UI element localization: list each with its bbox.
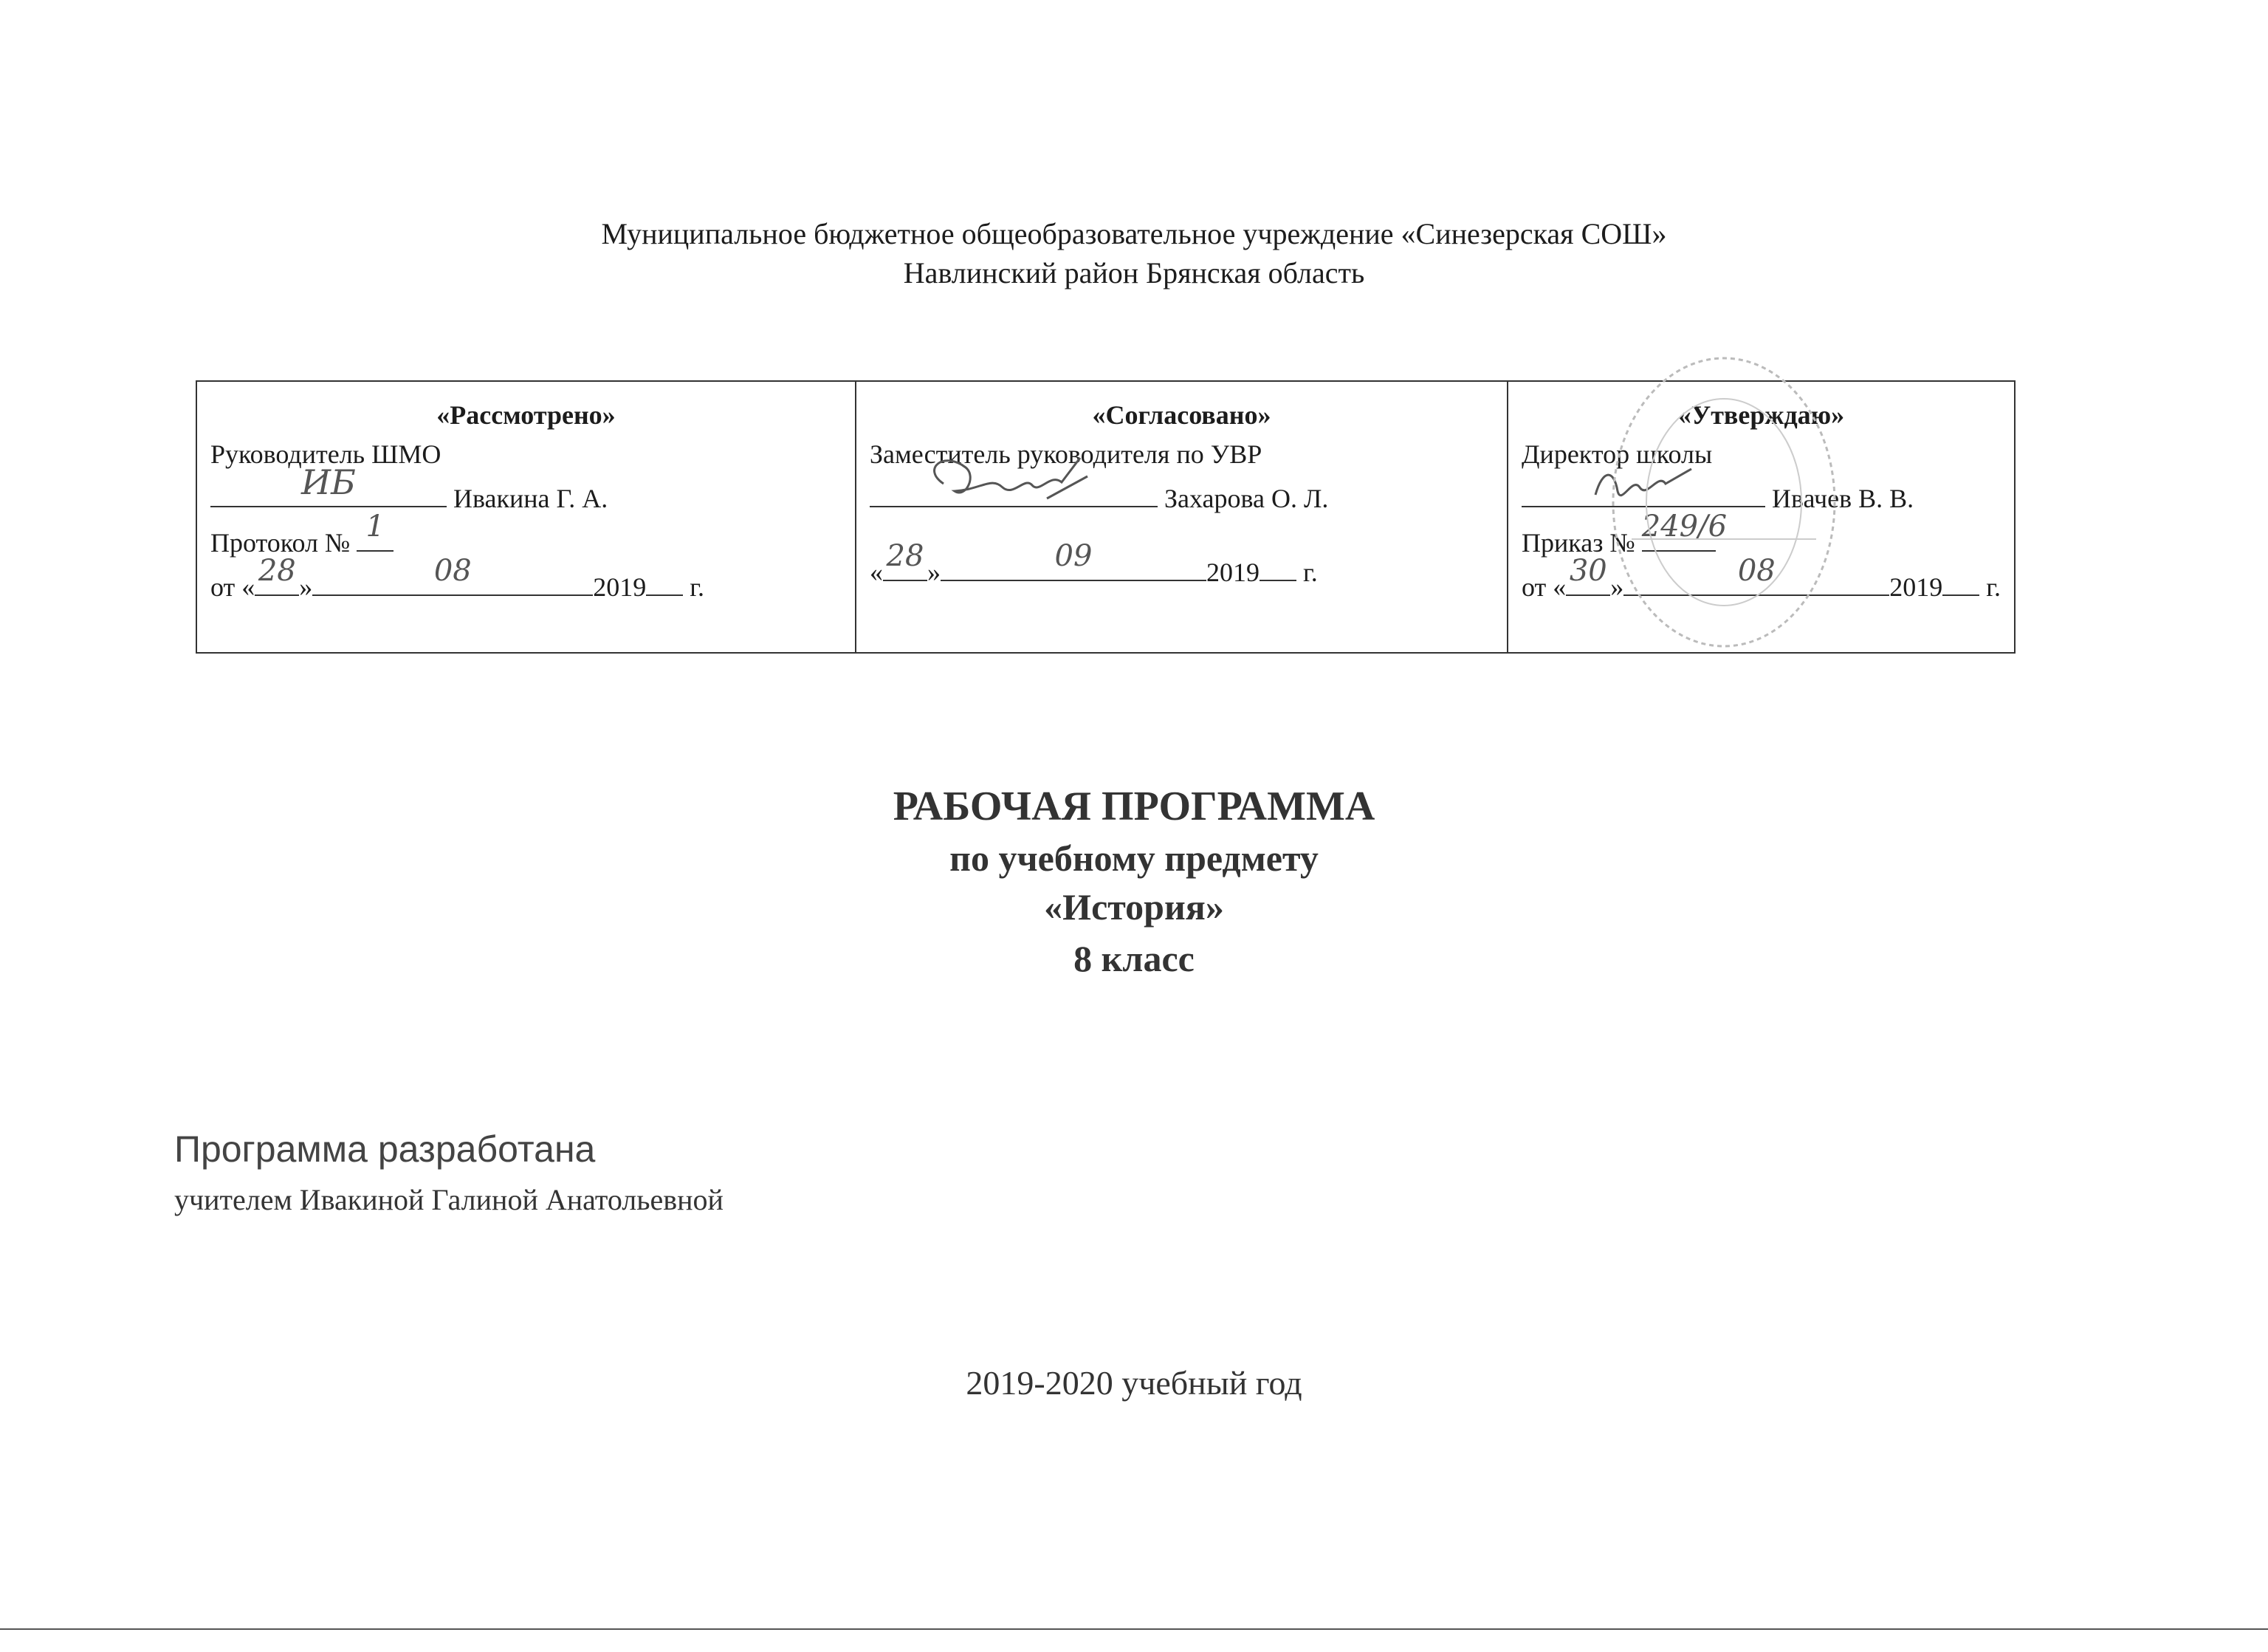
approval-agreed: «Согласовано» Заместитель руководителя по УВР Захарова О. Л. « 28 » 09 2019 г. [856, 382, 1508, 652]
doc-title: РАБОЧАЯ ПРОГРАММА [893, 784, 1375, 829]
approval-name: Ивачев В. В. [1772, 484, 1914, 513]
doc-number: 1 [365, 510, 385, 544]
author-name: учителем Ивакиной Галиной Анатольевной [174, 1183, 724, 1216]
signature [921, 454, 1091, 506]
district-name: Навлинский район Брянская область [903, 256, 1365, 289]
date-month: 09 [1054, 539, 1093, 573]
year-suffix: г. [1986, 572, 2001, 602]
page-edge-line [0, 1628, 2268, 1630]
date-year: 2019 [1889, 572, 1943, 602]
date-from-label: от « [1522, 572, 1567, 602]
doc-subtitle: по учебному предмету [949, 837, 1319, 879]
year-suffix: г. [1303, 558, 1318, 587]
doc-label: Протокол № [210, 528, 351, 558]
date-day: 28 [886, 539, 924, 573]
approval-title: «Утверждаю» [1677, 400, 1845, 430]
date-day: 28 [258, 554, 296, 588]
author-heading: Программа разработана [174, 1128, 596, 1170]
school-stamp [1602, 347, 1846, 657]
approval-name: Ивакина Г. А. [453, 484, 608, 513]
signature: ИБ [301, 462, 356, 502]
school-name: Муниципальное бюджетное общеобразовательное учреждение «Синезерская СОШ» [601, 217, 1667, 250]
approval-role: Заместитель руководителя по УВР [870, 439, 1262, 469]
grade: 8 класс [1073, 938, 1195, 979]
signature-line [870, 481, 1158, 507]
year-suffix: г. [690, 572, 704, 602]
academic-year: 2019-2020 учебный год [966, 1364, 1302, 1402]
date-month: 08 [1737, 554, 1776, 588]
approval-reviewed: «Рассмотрено» Руководитель ШМО ИБ Ивакина Г. А. Протокол № 1 от « 28 » 08 2019 г. [197, 382, 856, 652]
approval-approved: «Утверждаю» Директор школы Ивачев В. В. Приказ № 249/6 от « 30 » 08 2019 г. [1508, 382, 2014, 652]
subject-name: «История» [1044, 886, 1224, 928]
approval-name: Захарова О. Л. [1164, 484, 1329, 513]
date-year: 2019 [593, 572, 647, 602]
date-from-label: « [870, 558, 883, 587]
approval-role: Руководитель ШМО [210, 439, 441, 469]
date-year: 2019 [1206, 558, 1260, 587]
date-from-label: от « [210, 572, 255, 602]
date-month: 08 [433, 554, 472, 588]
signature-line [210, 462, 447, 507]
approval-title: «Согласовано» [1092, 400, 1271, 430]
approval-title: «Рассмотрено» [436, 400, 616, 430]
approval-role: Директор школы [1522, 439, 1713, 469]
doc-label: Приказ № [1522, 528, 1635, 558]
date-day: 30 [1569, 554, 1607, 588]
doc-number: 249/6 [1641, 510, 1728, 544]
